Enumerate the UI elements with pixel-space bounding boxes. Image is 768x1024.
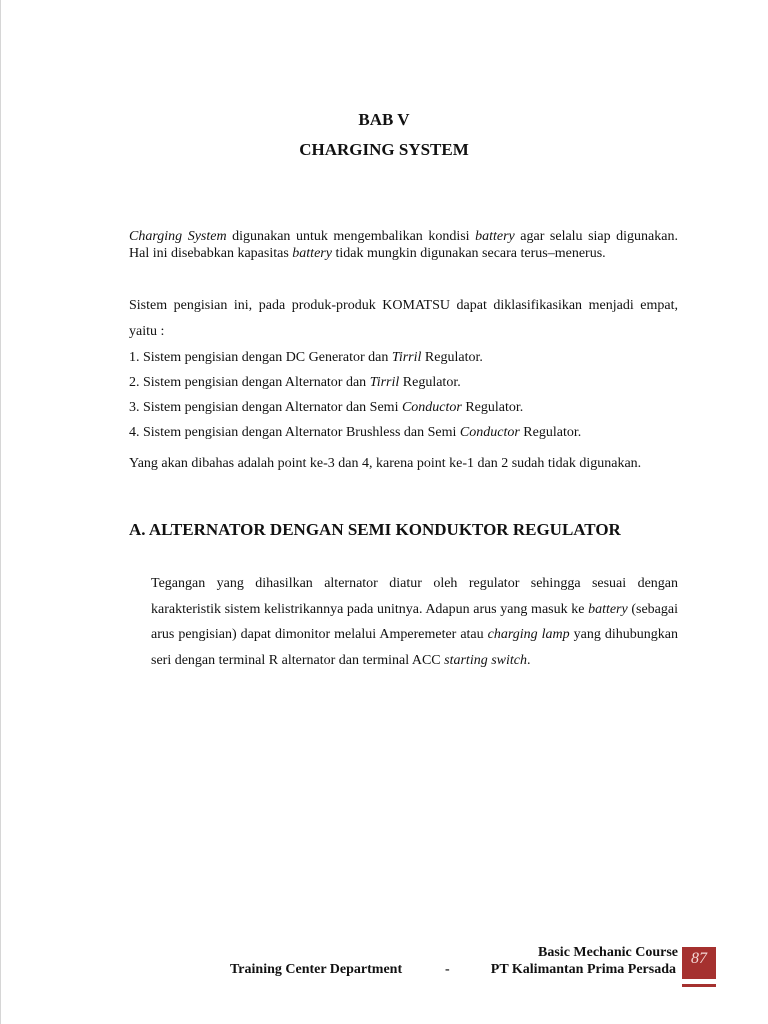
page-number-badge: [682, 947, 716, 979]
text-run: yang dihubungkan seri dengan terminal R alternator dan terminal ACC: [151, 627, 678, 668]
text-run: (sebagai arus pengisian) dapat dimonitor melalui Amperemeter atau: [151, 601, 678, 642]
chapter-number: BAB V: [358, 110, 410, 129]
footer-course: Basic Mechanic Course: [538, 945, 678, 960]
list-item: [129, 345, 678, 370]
text-run: Regulator.: [399, 375, 461, 390]
scope-text: Yang akan dibahas adalah point ke-3 dan 4, karena point ke-1 dan 2 sudah tidak digunakan.: [129, 456, 642, 471]
text-run: .: [527, 652, 531, 668]
emphasis-text: Conductor: [401, 400, 462, 415]
classification-paragraph: [129, 293, 678, 345]
emphasis-text: Conductor: [459, 425, 520, 440]
charging-system-list: [129, 345, 678, 445]
footer-department: Training Center Department: [230, 962, 403, 977]
list-item: [129, 370, 678, 395]
page-number: 87: [691, 950, 707, 967]
intro-paragraph-text: [129, 228, 678, 262]
emphasis-text: battery: [475, 229, 515, 244]
text-run: Regulator.: [519, 425, 582, 440]
page-number-underline: [682, 984, 716, 987]
scope-paragraph: [129, 456, 678, 472]
classification-text: Sistem pengisian ini, pada produk-produk KOMATSU dapat diklasifikasikan menjadi empat, yaitu :: [129, 298, 678, 339]
text-run: tidak mungkin digunakan secara terus–menerus.: [331, 246, 606, 261]
text-run: Regulator.: [421, 350, 483, 365]
text-run: 4. Sistem pengisian dengan Alternator Brushless dan Semi: [129, 425, 460, 440]
section-paragraph-text: [151, 571, 678, 673]
section-heading: A. ALTERNATOR DENGAN SEMI KONDUKTOR REGULATOR: [129, 520, 621, 539]
emphasis-text: battery: [588, 601, 628, 617]
emphasis-text: Tirril: [391, 350, 422, 365]
list-item: [129, 395, 678, 420]
emphasis-text: Tirril: [369, 375, 400, 390]
footer-company: PT Kalimantan Prima Persada: [490, 962, 676, 977]
text-run: 2. Sistem pengisian dengan Alternator dan: [129, 375, 370, 390]
intro-paragraph: [129, 228, 678, 262]
text-run: digunakan untuk mengembalikan kondisi: [226, 229, 476, 244]
text-run: 3. Sistem pengisian dengan Alternator dan Semi: [129, 400, 402, 415]
emphasis-text: charging lamp: [487, 627, 570, 642]
text-run: Regulator.: [461, 400, 524, 415]
emphasis-text: battery: [292, 246, 332, 261]
text-run: agar selalu siap digunakan. Hal ini disebabkan kapasitas: [129, 229, 678, 261]
chapter-title: CHARGING SYSTEM: [299, 140, 469, 159]
emphasis-text: Charging System: [129, 229, 227, 244]
text-run: 1. Sistem pengisian dengan DC Generator dan: [129, 350, 392, 365]
text-run: Tegangan yang dihasilkan alternator diatur oleh regulator sehingga sesuai dengan karakteristik sistem kelistrikannya pada unitnya. Adapun arus yang masuk ke: [151, 576, 678, 617]
list-item: [129, 420, 678, 445]
footer-separator: -: [445, 962, 450, 977]
emphasis-text: starting switch: [444, 652, 527, 668]
section-paragraph: [151, 571, 678, 673]
